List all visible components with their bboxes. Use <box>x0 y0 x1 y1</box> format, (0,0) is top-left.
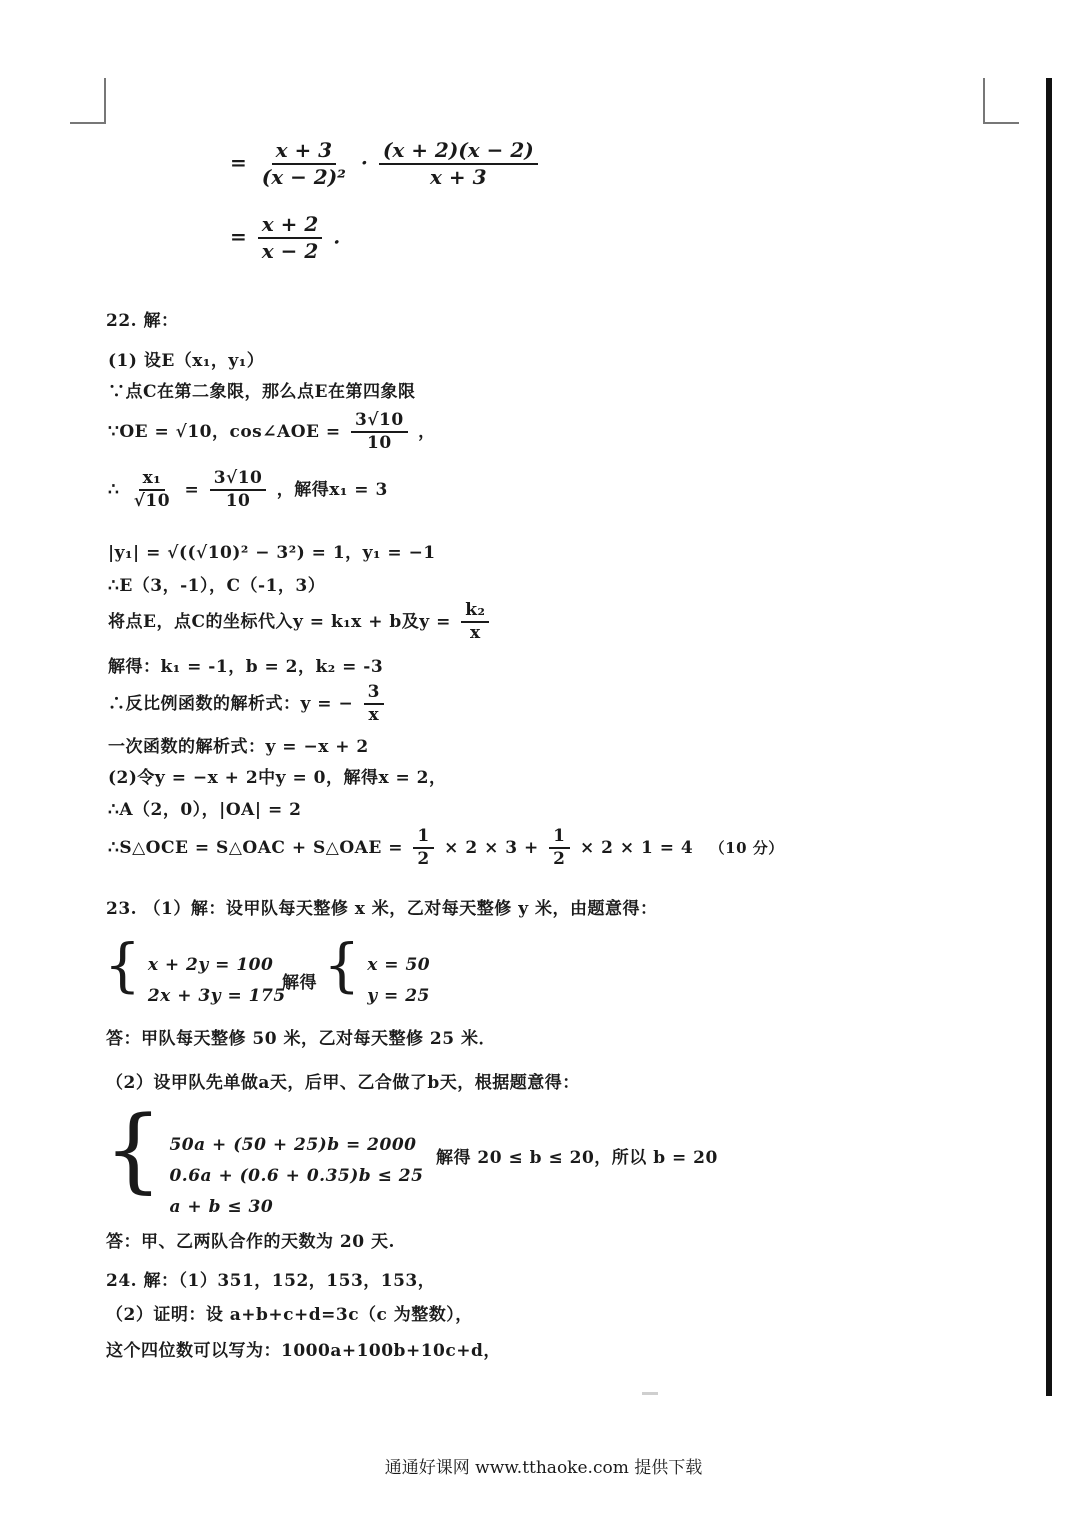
numerator: 3√10 <box>210 468 267 491</box>
equation: x = 50 <box>367 954 431 975</box>
q24-line3: 这个四位数可以写为：1000a+100b+10c+d， <box>106 1341 501 1361</box>
q23-system1 <box>104 931 286 1012</box>
numerator: x + 3 <box>272 138 337 165</box>
left-brace: { <box>104 931 142 999</box>
q22-line4 <box>108 468 388 513</box>
crop-mark-left-horizontal <box>70 122 106 124</box>
q22-line6: ∴E（3，-1），C（-1，3） <box>108 576 326 596</box>
denominator: x − 2 <box>261 239 319 263</box>
text: ，解得x₁ = 3 <box>276 479 388 500</box>
numerator: 1 <box>549 826 569 849</box>
fraction <box>210 468 267 513</box>
q23-part2: （2）设甲队先单做a天，后甲、乙合做了b天，根据题意得： <box>106 1073 580 1093</box>
text: ∵OE = √10，cos∠AOE = <box>108 421 341 442</box>
fraction <box>549 826 569 871</box>
footer-text: 通通好课网 www.tthaoke.com 提供下载 <box>384 1458 703 1478</box>
q23-solution1 <box>282 931 431 1012</box>
dot-operator: · <box>360 150 368 175</box>
q23-answer1: 答：甲队每天整修 50 米，乙对每天整修 25 米． <box>106 1029 496 1049</box>
q23-system2 <box>104 1096 424 1223</box>
left-brace: { <box>104 1096 164 1203</box>
q22-line1: (1) 设E（x₁，y₁） <box>108 351 265 371</box>
q22-line11: (2)令y = −x + 2中y = 0，解得x = 2， <box>108 768 447 788</box>
q22-line2: ∵点C在第二象限，那么点E在第四象限 <box>108 382 416 402</box>
q22-line9 <box>108 682 388 727</box>
text: = <box>184 479 200 500</box>
numerator: 3 <box>364 682 384 705</box>
numerator: (x + 2)(x − 2) <box>379 138 538 165</box>
equals-sign: = <box>230 224 247 249</box>
q22-line12: ∴A（2，0），|OA| = 2 <box>108 800 302 820</box>
numerator: 1 <box>413 826 433 849</box>
period: . <box>333 224 341 249</box>
denominator: 10 <box>225 491 251 512</box>
fraction <box>258 212 323 264</box>
q22-line13 <box>108 826 784 871</box>
denominator: √10 <box>133 491 171 512</box>
score-note: （10 分） <box>709 838 784 857</box>
equation: 50a + (50 + 25)b = 2000 <box>169 1135 417 1155</box>
page-edge-bar <box>1046 78 1052 1396</box>
q23-header: 23. （1）解：设甲队每天整修 x 米，乙对每天整修 y 米，由题意得： <box>106 899 658 919</box>
fraction <box>351 410 408 455</box>
page-fold-mark <box>642 1392 658 1395</box>
fraction <box>130 468 174 513</box>
text: ， <box>418 421 436 442</box>
text: ∴反比例函数的解析式：y = − <box>108 693 354 714</box>
inequality: a + b ≤ 30 <box>169 1197 274 1217</box>
numerator: 3√10 <box>351 410 408 433</box>
inequality: 0.6a + (0.6 + 0.35)b ≤ 25 <box>169 1166 424 1186</box>
q21-line2 <box>230 212 340 264</box>
text: ∴S△OCE = S△OAC + S△OAE = <box>108 837 403 858</box>
denominator: (x − 2)² <box>261 165 346 189</box>
denominator: x <box>470 623 481 644</box>
fraction <box>258 138 350 190</box>
text: ∴ <box>108 479 120 500</box>
equation-system <box>367 950 430 1012</box>
crop-mark-left-vertical <box>104 78 106 124</box>
q21-line1 <box>230 138 542 190</box>
text: 将点E，点C的坐标代入y = k₁x + b及y = <box>108 611 451 632</box>
text: × 2 × 1 = 4 <box>579 837 694 858</box>
q22-line7 <box>108 600 493 645</box>
equation-system <box>148 950 286 1012</box>
crop-mark-right-horizontal <box>983 122 1019 124</box>
denominator: 2 <box>553 849 566 870</box>
text: 解得 <box>282 973 317 993</box>
equals-sign: = <box>230 150 247 175</box>
q24-line1: 24. 解：（1）351，152，153，153， <box>106 1271 436 1291</box>
fraction <box>461 600 489 645</box>
q22-line8: 解得：k₁ = -1，b = 2，k₂ = -3 <box>108 657 384 677</box>
q22-line5: |y₁| = √((√10)² − 3²) = 1，y₁ = −1 <box>108 543 436 563</box>
denominator: x <box>368 705 380 726</box>
equation: y = 25 <box>367 985 430 1006</box>
q23-answer2: 答：甲、乙两队合作的天数为 20 天. <box>106 1232 395 1252</box>
q22-header: 22. 解： <box>106 311 179 331</box>
equation: 2x + 3y = 175 <box>147 985 286 1006</box>
q23-solution2: 解得 20 ≤ b ≤ 20，所以 b = 20 <box>436 1148 718 1168</box>
crop-mark-right-vertical <box>983 78 985 124</box>
q22-line10: 一次函数的解析式：y = −x + 2 <box>108 737 369 757</box>
denominator: 10 <box>367 433 392 454</box>
q22-line3 <box>108 410 436 455</box>
numerator: k₂ <box>461 600 489 623</box>
denominator: x + 3 <box>430 165 487 189</box>
inequality-system <box>169 1130 423 1223</box>
left-brace: { <box>323 931 361 999</box>
text: × 2 × 3 + <box>444 837 539 858</box>
fraction <box>379 138 538 190</box>
q24-line2: （2）证明：设 a+b+c+d=3c（c 为整数）， <box>106 1305 473 1325</box>
equation: x + 2y = 100 <box>147 954 274 975</box>
numerator: x₁ <box>139 468 166 491</box>
denominator: 2 <box>417 849 430 870</box>
fraction <box>413 826 433 871</box>
fraction <box>364 682 384 727</box>
numerator: x + 2 <box>258 212 323 239</box>
